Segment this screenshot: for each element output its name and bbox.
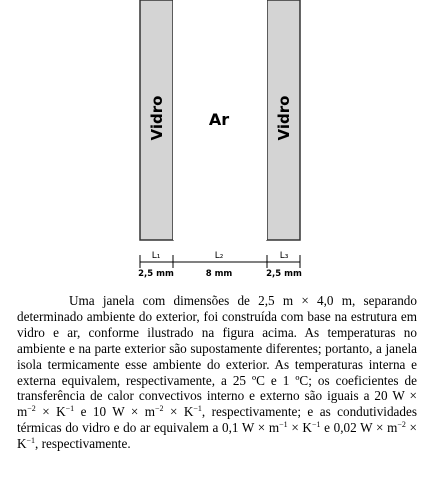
text-run: × K — [287, 420, 312, 436]
superscript: −2 — [155, 404, 164, 414]
dimension-value-l2: 8 mm — [205, 269, 233, 279]
dimension-value-l3: 2,5 mm — [266, 269, 302, 279]
text-run: e 10 W × m — [74, 404, 156, 420]
superscript: −2 — [27, 404, 36, 414]
dimension-value-l1: 2,5 mm — [138, 269, 174, 279]
text-run: Uma janela com dimensões de 2,5 m × 4,0 m, separando determinado ambiente do exterior, foi construída com base na estrutura em vidro e ar, conforme ilustrado na figura acima. As temperaturas no ambiente e na parte exterior são supostamente diferentes; portanto, a janela isola termicamente esse ambiente do exterior. As temperaturas interna e externa equivalem, respectivamente, a 25 ºC e 1 ºC; os coeficientes de transferência de calor convectivos interno e externo são iguais a 20 W × m — [17, 293, 417, 420]
dimension-label-l1: L₁ — [151, 251, 161, 261]
text-run: × K — [35, 404, 66, 420]
text-run: × K — [163, 404, 194, 420]
left-pane-label: Vidro — [148, 95, 166, 141]
problem-statement — [17, 293, 417, 452]
right-pane-label: Vidro — [275, 95, 293, 141]
superscript: −1 — [193, 404, 202, 414]
text-run: , respectivamente; e as condutividades térmicas do vidro e do ar equivalem a 0,1 W × m — [17, 404, 417, 436]
superscript: −1 — [311, 420, 321, 430]
dimension-label-l2: L₂ — [214, 251, 224, 261]
dimension-label-l3: L₃ — [279, 251, 289, 261]
gap-label: Ar — [208, 110, 230, 129]
text-run: , respectivamente. — [35, 436, 131, 452]
superscript: −1 — [26, 436, 36, 446]
superscript: −1 — [65, 404, 75, 414]
text-run: × K — [17, 420, 417, 452]
text-run: e 0,02 W × m — [320, 420, 398, 436]
superscript: −1 — [279, 420, 288, 430]
superscript: −2 — [397, 420, 406, 430]
